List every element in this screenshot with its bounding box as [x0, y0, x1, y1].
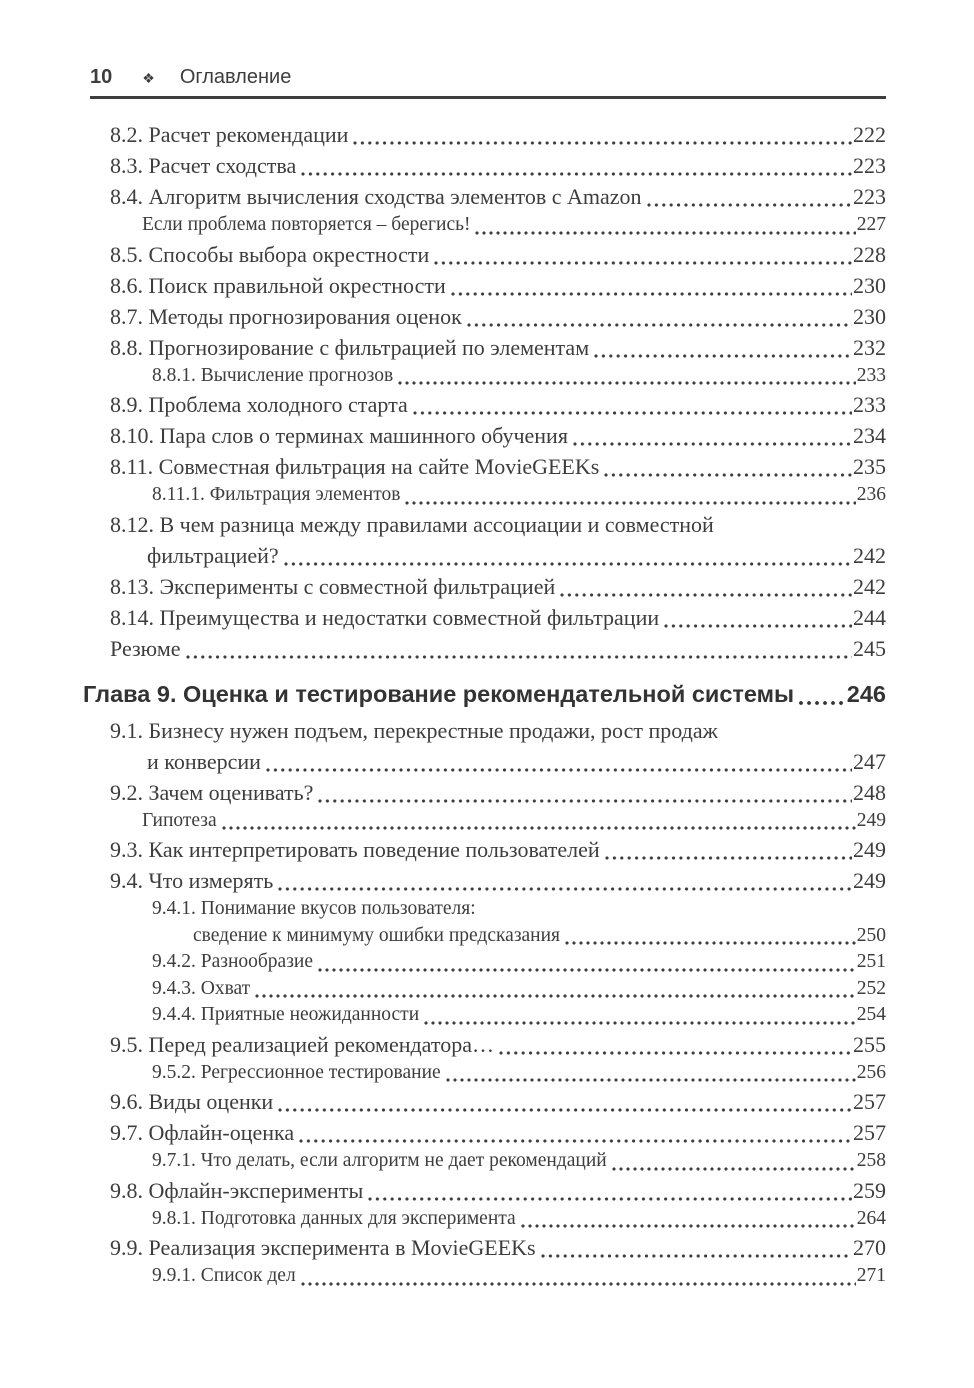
dot-leader	[565, 941, 856, 945]
dot-leader	[222, 826, 856, 830]
toc-entry-title: 8.5. Способы выбора окрестности	[110, 241, 430, 267]
toc-entry-line	[90, 420, 886, 451]
toc-entry	[90, 865, 886, 896]
toc-entry-title-continuation: сведение к минимуму ошибки предсказания	[193, 924, 561, 946]
toc-entry-page-number: 232	[853, 334, 886, 360]
toc-entry-title: 8.7. Методы прогнозирования оценок	[110, 303, 462, 329]
toc-entry-line	[90, 181, 886, 212]
toc-entry-line	[90, 865, 886, 896]
toc-entry-title: 8.11. Совместная фильтрация на сайте MovieGEEKs	[110, 454, 600, 479]
toc-entry	[90, 420, 886, 451]
toc-entry-line	[90, 715, 886, 746]
dot-leader	[318, 968, 856, 972]
toc-entry-title: 8.13. Эксперименты с совместной фильтрацией	[110, 573, 556, 599]
dot-leader	[573, 442, 852, 446]
dot-leader	[278, 887, 852, 891]
dot-leader	[560, 593, 852, 597]
toc-entry-page-number: 256	[856, 1061, 886, 1083]
toc-entry-line	[90, 834, 886, 865]
toc-entry-line	[90, 301, 886, 332]
dot-leader	[605, 856, 852, 860]
toc-entry-line	[90, 1029, 886, 1060]
toc-entry-line	[90, 509, 886, 540]
header-title: Оглавление	[179, 66, 292, 88]
toc-entry-title-continuation: фильтрацией?	[147, 542, 279, 568]
toc-entry-line	[90, 482, 886, 509]
toc-entry-title: 9.4. Что измерять	[110, 868, 274, 893]
dot-leader	[405, 501, 855, 505]
toc-entry-title: 9.7.1. Что делать, если алгоритм не дает рекомендаций	[152, 1150, 607, 1171]
toc-entry-page-number: 223	[853, 153, 886, 178]
dot-leader	[475, 231, 855, 235]
toc-entry-title: 8.4. Алгоритм вычисления сходства элементов с Amazon	[110, 184, 642, 209]
toc-entry-page-number: 233	[853, 392, 886, 417]
toc-entry-page-number: 248	[853, 779, 886, 805]
toc-entry-line	[90, 923, 886, 950]
toc-entry	[90, 509, 886, 571]
toc-entry-page-number: 242	[853, 542, 886, 568]
toc-entry-line	[90, 949, 886, 976]
toc-entry-title: 9.3. Как интерпретировать поведение пользователей	[110, 837, 600, 862]
toc-entry	[90, 389, 886, 420]
dot-leader	[467, 323, 852, 327]
toc-entry-line	[90, 239, 886, 270]
toc-entry-line	[90, 633, 886, 664]
toc-entry-line	[90, 1148, 886, 1175]
toc-entry	[90, 482, 886, 509]
toc-entry	[90, 976, 886, 1003]
dot-leader	[266, 768, 852, 772]
toc-entry-line	[90, 212, 886, 239]
toc-entry-page-number: 254	[856, 1004, 886, 1025]
toc-entry	[90, 1148, 886, 1175]
toc-entry-page-number: 250	[856, 924, 886, 946]
toc-entry-title: 8.10. Пара слов о терминах машинного обучения	[110, 423, 568, 448]
toc-entry-page-number: 236	[856, 484, 886, 505]
toc-entry-title: 9.4.1. Понимание вкусов пользователя:	[152, 898, 476, 919]
toc-entry-page-number: 227	[856, 214, 886, 235]
toc-entry-page-number: 230	[853, 272, 886, 298]
toc-entry-page-number: 258	[856, 1150, 886, 1171]
toc-entry-title: 9.5. Перед реализацией рекомендатора…	[110, 1031, 494, 1057]
toc-entry-title-continuation: и конверсии	[147, 748, 261, 774]
toc-entry	[90, 1086, 886, 1117]
toc-entry-title: 8.11.1. Фильтрация элементов	[152, 484, 401, 505]
toc-entry	[90, 1263, 886, 1290]
toc-entry-line	[90, 451, 886, 482]
toc-entry-page-number: 271	[856, 1265, 886, 1286]
toc-entry	[90, 602, 886, 633]
toc-entry-page-number: 246	[846, 680, 886, 707]
toc-entry-title: 8.12. В чем разница между правилами ассоциации и совместной	[110, 511, 714, 537]
toc-entry-line	[90, 896, 886, 923]
dot-leader	[499, 1051, 852, 1055]
toc-entry-page-number: 242	[853, 573, 886, 599]
toc-entry-page-number: 223	[853, 184, 886, 209]
toc-entry-line	[90, 1117, 886, 1148]
page-header	[90, 66, 886, 99]
toc-entry-page-number: 255	[853, 1031, 886, 1057]
toc-entry	[90, 119, 886, 150]
toc-entry-page-number: 235	[853, 454, 886, 479]
dot-leader	[186, 655, 852, 659]
toc-entry-title: Глава 9. Оценка и тестирование рекомендательной системы	[83, 680, 795, 707]
toc-entry	[90, 301, 886, 332]
toc-entry-line	[90, 119, 886, 150]
toc-entry-line	[90, 1263, 886, 1290]
toc-entry-line	[90, 777, 886, 808]
toc-entry-page-number: 264	[856, 1207, 886, 1229]
dot-leader	[446, 1078, 856, 1082]
toc-entry-title: 9.9. Реализация эксперимента в MovieGEEKs	[110, 1235, 536, 1260]
dot-leader	[434, 261, 852, 265]
toc-entry-title: 9.4.3. Охват	[152, 977, 251, 999]
toc-entry-title: 8.2. Расчет рекомендации	[110, 122, 349, 147]
toc-entry	[90, 1175, 886, 1206]
toc-entry	[90, 1117, 886, 1148]
toc-entry-title: 8.9. Проблема холодного старта	[110, 392, 408, 417]
toc-chapter-heading	[83, 678, 886, 711]
toc-entry	[90, 808, 886, 835]
dot-leader	[612, 1167, 856, 1171]
toc-entry	[90, 363, 886, 390]
toc-entry-page-number: 270	[853, 1235, 886, 1260]
toc-entry-page-number: 259	[853, 1177, 886, 1203]
toc-entry-line	[90, 150, 886, 181]
toc-entry-title: Если проблема повторяется – берегись!	[142, 214, 471, 235]
toc-entry-line	[90, 1060, 886, 1087]
dot-leader	[451, 292, 852, 296]
toc-entry-title: 9.8. Офлайн-эксперименты	[110, 1177, 364, 1203]
dot-leader	[521, 1224, 856, 1228]
toc-entry-page-number: 233	[856, 364, 886, 386]
toc-entry	[90, 150, 886, 181]
ornament-icon: ❖	[142, 70, 155, 86]
toc-entry	[90, 1002, 886, 1029]
toc-entry	[90, 270, 886, 301]
toc-entry-page-number: 252	[856, 977, 886, 999]
toc-entry-title: 9.4.4. Приятные неожиданности	[152, 1004, 420, 1025]
toc-entry-page-number: 257	[853, 1089, 886, 1114]
toc-entry-line	[90, 270, 886, 301]
toc-entry-title: Резюме	[110, 635, 181, 661]
dot-leader	[799, 701, 846, 705]
dot-leader	[594, 354, 852, 358]
dot-leader	[255, 994, 856, 998]
toc-entry-line	[90, 602, 886, 633]
toc-entry-page-number: 228	[853, 241, 886, 267]
toc-entry-line	[90, 1175, 886, 1206]
toc-entry-title: 8.14. Преимущества и недостатки совместной фильтрации	[110, 604, 660, 630]
dot-leader	[413, 411, 852, 415]
dot-leader	[301, 1282, 856, 1286]
toc-entry-page-number: 234	[853, 423, 886, 448]
toc-entry-page-number: 245	[853, 635, 886, 661]
toc-entry-page-number: 249	[853, 868, 886, 893]
toc-entry-page-number: 247	[853, 748, 886, 774]
dot-leader	[318, 799, 852, 803]
toc-entry	[90, 451, 886, 482]
dot-leader	[301, 172, 852, 176]
toc-entry-title: 9.6. Виды оценки	[110, 1089, 274, 1114]
toc-entry-title: 9.9.1. Список дел	[152, 1265, 296, 1286]
toc-entry	[90, 896, 886, 949]
dot-leader	[368, 1197, 852, 1201]
toc-entry-line	[90, 571, 886, 602]
toc-entry-title: Гипотеза	[142, 809, 217, 831]
toc-entry	[90, 571, 886, 602]
toc-entry	[90, 1232, 886, 1263]
toc-entry-title: 9.7. Офлайн-оценка	[110, 1120, 295, 1145]
toc-entry-page-number: 249	[856, 809, 886, 831]
header-page-number: 10	[90, 66, 113, 88]
toc-entry-line	[90, 1232, 886, 1263]
toc-entry	[90, 1206, 886, 1233]
dot-leader	[647, 203, 852, 207]
toc-entry-line	[90, 746, 886, 777]
toc-entry-title: 8.8. Прогнозирование с фильтрацией по элементам	[110, 334, 590, 360]
toc-entry-title: 9.2. Зачем оценивать?	[110, 779, 314, 805]
dot-leader	[353, 141, 852, 145]
toc-entry	[90, 777, 886, 808]
dot-leader	[278, 1108, 852, 1112]
dot-leader	[541, 1254, 852, 1258]
toc-entry-line	[90, 976, 886, 1003]
toc-entry-line	[90, 363, 886, 390]
toc-entry-line	[90, 540, 886, 571]
toc-entry	[90, 181, 886, 212]
toc-entry-title: 9.4.2. Разнообразие	[152, 951, 314, 972]
dot-leader	[424, 1021, 856, 1025]
toc-entry	[90, 1060, 886, 1087]
toc-entry	[90, 715, 886, 777]
toc-entry-line	[90, 332, 886, 363]
toc-entry-title: 8.6. Поиск правильной окрестности	[110, 272, 446, 298]
toc-list	[83, 119, 886, 1290]
toc-entry-line	[90, 389, 886, 420]
toc-entry	[90, 239, 886, 270]
toc-entry-line	[90, 808, 886, 835]
toc-entry	[90, 633, 886, 664]
toc-entry-title: 9.5.2. Регрессионное тестирование	[152, 1061, 441, 1083]
toc-entry-page-number: 230	[853, 303, 886, 329]
toc-entry-line	[90, 1086, 886, 1117]
dot-leader	[299, 1139, 852, 1143]
toc-entry-line	[90, 1002, 886, 1029]
toc-entry-title: 9.8.1. Подготовка данных для эксперимента	[152, 1207, 516, 1229]
toc-entry-line	[83, 678, 886, 711]
dot-leader	[664, 624, 852, 628]
toc-entry	[90, 332, 886, 363]
toc-entry-line	[90, 1206, 886, 1233]
toc-entry	[90, 949, 886, 976]
dot-leader	[284, 562, 852, 566]
dot-leader	[398, 381, 856, 385]
toc-entry-page-number: 251	[856, 951, 886, 972]
toc-entry	[90, 1029, 886, 1060]
toc-entry-page-number: 257	[853, 1120, 886, 1145]
toc-entry-page-number: 222	[853, 122, 886, 147]
dot-leader	[604, 473, 852, 477]
toc-entry-title: 8.3. Расчет сходства	[110, 153, 297, 178]
toc-entry	[90, 212, 886, 239]
toc-entry-title: 9.1. Бизнесу нужен подъем, перекрестные продажи, рост продаж	[110, 717, 718, 743]
toc-entry-page-number: 249	[853, 837, 886, 862]
toc-entry-page-number: 244	[853, 604, 886, 630]
toc-entry-title: 8.8.1. Вычисление прогнозов	[152, 364, 394, 386]
toc-entry	[90, 834, 886, 865]
